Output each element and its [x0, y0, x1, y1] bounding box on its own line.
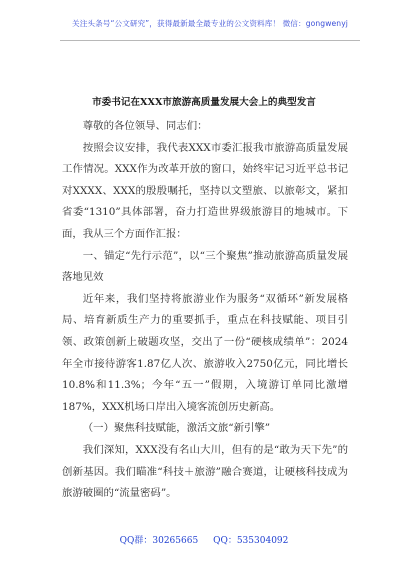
- footer-contact: [0, 533, 408, 546]
- body-paragraph: 近年来，我们坚持将旅游业作为服务“双循环”新发展格局、培育新质生产力的重要抓手，重点在科技赋能、项目引领、政策创新上破题攻坚，交出了一份“硬核成绩单”：2024年全市接待游客1.87亿人次、旅游收入2750亿元，同比增长10.8%和11.3%；今年“五一”假期，入境游订单同比激增187%，XXX机场口岸出入境客流创历史新高。: [62, 292, 348, 413]
- body-paragraph: 按照会议安排，我代表XXX市委汇报我市旅游高质量发展工作情况。XXX作为改革开放的窗口，始终牢记习近平总书记对XXXX、XXX的殷殷嘱托，坚持以文塑旅、以旅彰文，紧扣省委“1310”具体部署，奋力打造世界级旅游目的地城市。下面，我从三个方面作汇报：: [62, 141, 348, 240]
- footer-qq-group: QQ群：30265665: [119, 536, 199, 546]
- document-body: [62, 116, 348, 505]
- header-divider: [60, 40, 360, 41]
- footer-qq-number: QQ：535304092: [213, 536, 289, 546]
- section-heading: 一、锚定“先行示范”，以“三个聚焦”推动旅游高质量发展落地见效: [62, 249, 348, 284]
- document-title: 市委书记在XXX市旅游高质量发展大会上的典型发言: [92, 97, 316, 108]
- salutation: 尊敬的各位领导、同志们：: [82, 120, 208, 132]
- body-paragraph: 我们深知，XXX没有名山大川，但有的是“敢为天下先”的创新基因。我们瞄准“科技＋旅游”融合赛道，让硬核科技成为旅游破圈的“流量密码”。: [62, 443, 348, 500]
- subsection-heading: （一）聚焦科技赋能，激活文旅“新引擎”: [82, 422, 271, 435]
- header-banner: 关注头条号“公文研究”，获得最新最全最专业的公文资料库！ 微信：gongwenyj: [72, 19, 348, 28]
